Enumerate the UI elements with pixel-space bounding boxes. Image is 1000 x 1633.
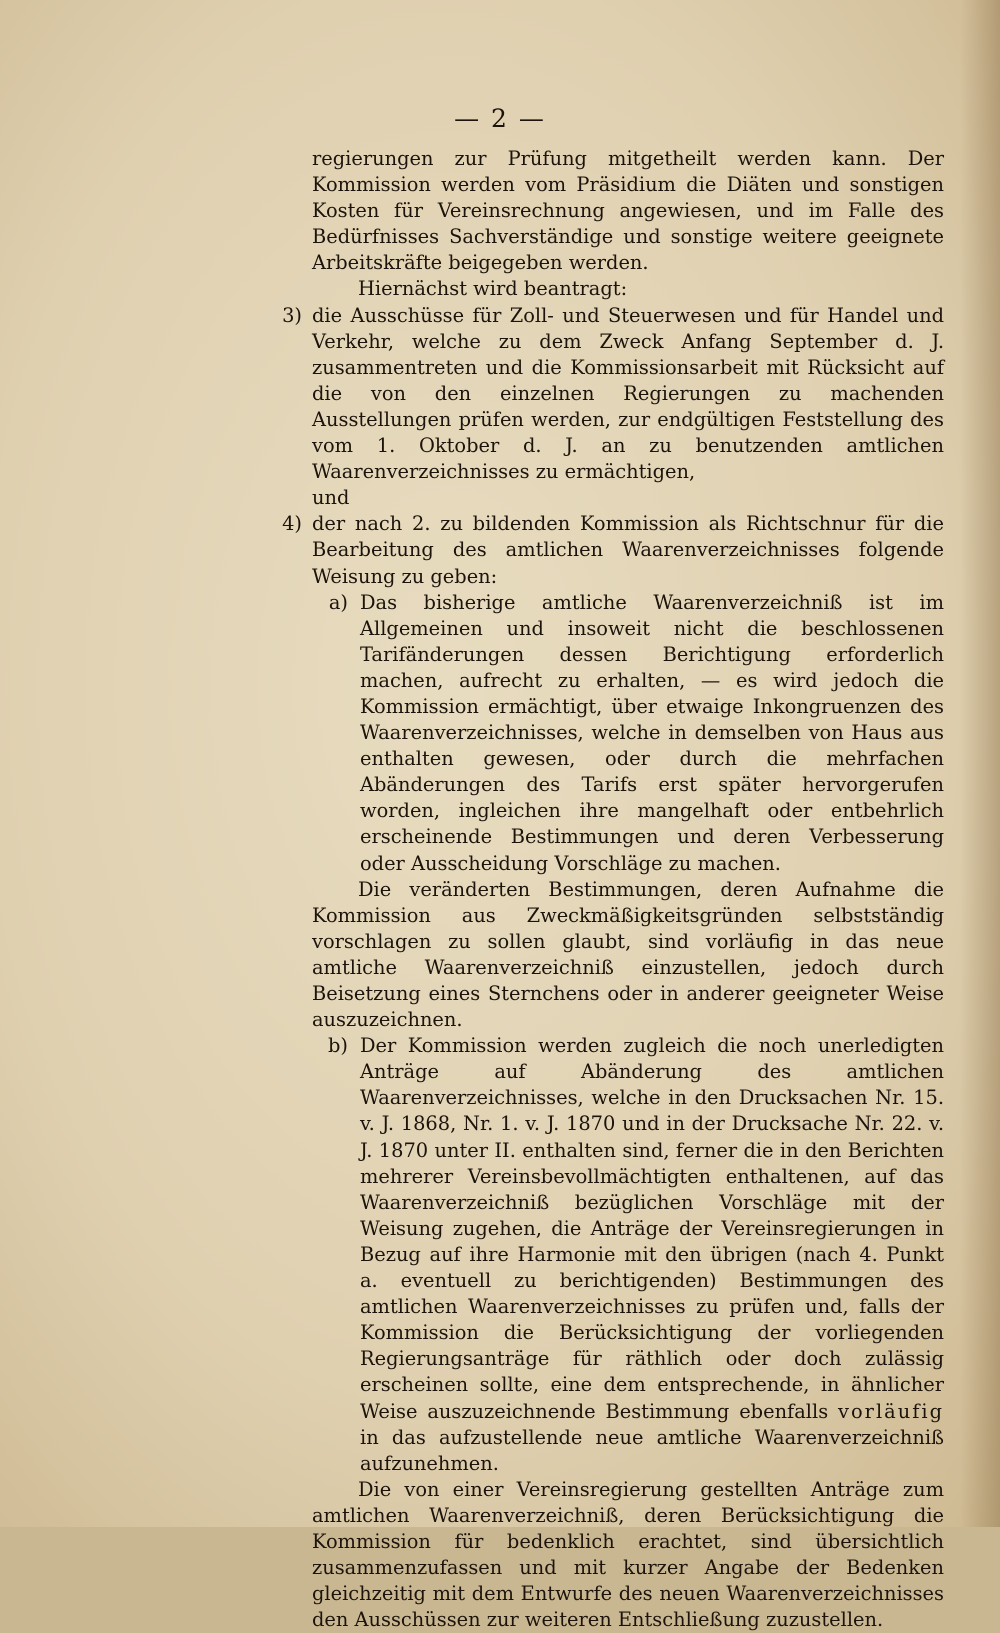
item-3-text: die Ausschüsse für Zoll- und Steuerwesen und für Handel und Verkehr, welche zu dem Zweck Anfang September d. J. zusammentreten und die Kommissionsarbeit mit Rücksicht auf die von den einzelnen Regierungen zu machenden Ausstellungen prüfen werden, zur endgültigen Feststellung des vom 1. Oktober d. J. an zu benutzenden amtlichen Waarenverzeichnisses zu ermächtigen, [312,303,944,484]
conjunction-und: und [312,486,350,510]
page-edge-shadow [960,0,1000,1527]
body-text [282,146,944,1633]
item-4 [282,511,944,589]
item-3 [282,303,944,486]
item-4-label: 4) [282,512,302,536]
subitem-b-text [360,1033,944,1477]
proposal-line: Hiernächst wird beantragt: [358,277,628,301]
item-3-label: 3) [282,303,302,327]
subitem-a-paragraph-2: Die veränderten Bestimmungen, deren Aufnahme die Kommission aus Zweckmäßigkeitsgründen selbstständig vorschlagen zu sollen glaubt, sind vorläufig in das neue amtliche Waarenverzeichniß einzustellen, jedoch durch Beisetzung eines Sternchens oder in anderer geeigneter Weise auszuzeichnen. [312,877,944,1032]
subitem-a-label: a) [328,590,348,614]
page-number: — 2 — [454,104,546,133]
subitem-a [328,590,944,877]
subitem-b-paragraph-2: Die von einer Vereinsregierung gestellten Anträge zum amtlichen Waarenverzeichniß, deren Berücksichtigung die Kommission für bedenklich erachtet, sind übersichtlich zusammenzufassen und mit kurzer Angabe der Bedenken gleichzeitig mit dem Entwurfe des neuen Waarenverzeichnisses den Ausschüssen zur weiteren Entschließung zuzustellen. [312,1477,944,1632]
intro-paragraph: regierungen zur Prüfung mitgetheilt werden kann. Der Kommission werden vom Präsidium die Diäten und sonstigen Kosten für Vereinsrechnung angewiesen, und im Falle des Bedürfnisses Sachverständige und sonstige weitere geeignete Arbeitskräfte beigegeben werden. [312,147,944,275]
subitem-b-emphasis: vorläufig [838,1399,944,1423]
subitem-a-text: Das bisherige amtliche Waarenverzeichniß ist im Allgemeinen und insoweit nicht die beschlossenen Tarifänderungen dessen Berichtigung erforderlich machen, aufrecht zu erhalten, — es wird jedoch die Kommission ermächtigt, über etwaige Inkongruenzen des Waarenverzeichnisses, welche in demselben von Haus aus enthalten gewesen, oder durch die mehrfachen Abänderungen des Tarifs erst später hervorgerufen worden, ingleichen ihre mangelhaft oder entbehrlich erscheinende Bestimmungen und deren Verbesserung oder Ausscheidung Vorschläge zu machen. [360,590,944,875]
subitem-b [328,1033,944,1477]
item-4-text: der nach 2. zu bildenden Kommission als Richtschnur für die Bearbeitung des amtlichen Waarenverzeichnisses folgende Weisung zu geben: [312,512,944,588]
subitem-b-text-part-2: in das aufzustellende neue amtliche Waarenverzeichniß aufzunehmen. [360,1425,944,1475]
subitem-b-label: b) [328,1034,348,1058]
subitem-b-text-part-1: Der Kommission werden zugleich die noch unerledigten Anträge auf Abänderung des amtlichen Waarenverzeichnisses, welche in den Drucksachen Nr. 15. v. J. 1868, Nr. 1. v. J. 1870 und in der Drucksache Nr. 22. v. J. 1870 unter II. enthalten sind, ferner die in den Berichten mehrerer Vereinsbevollmächtigten enthaltenen, auf das Waarenverzeichniß bezüglichen Vorschläge mit der Weisung zugehen, die Anträge der Vereinsregierungen in Bezug auf ihre Harmonie mit den übrigen (nach 4. Punkt a. eventuell zu berichtigenden) Bestimmungen des amtlichen Waarenverzeichnisses zu prüfen und, falls der Kommission die Berücksichtigung der vorliegenden Regierungsanträge für räthlich oder doch zulässig erscheinen sollte, eine dem entsprechende, in ähnlicher Weise auszuzeichnende Bestimmung ebenfalls [360,1034,944,1423]
